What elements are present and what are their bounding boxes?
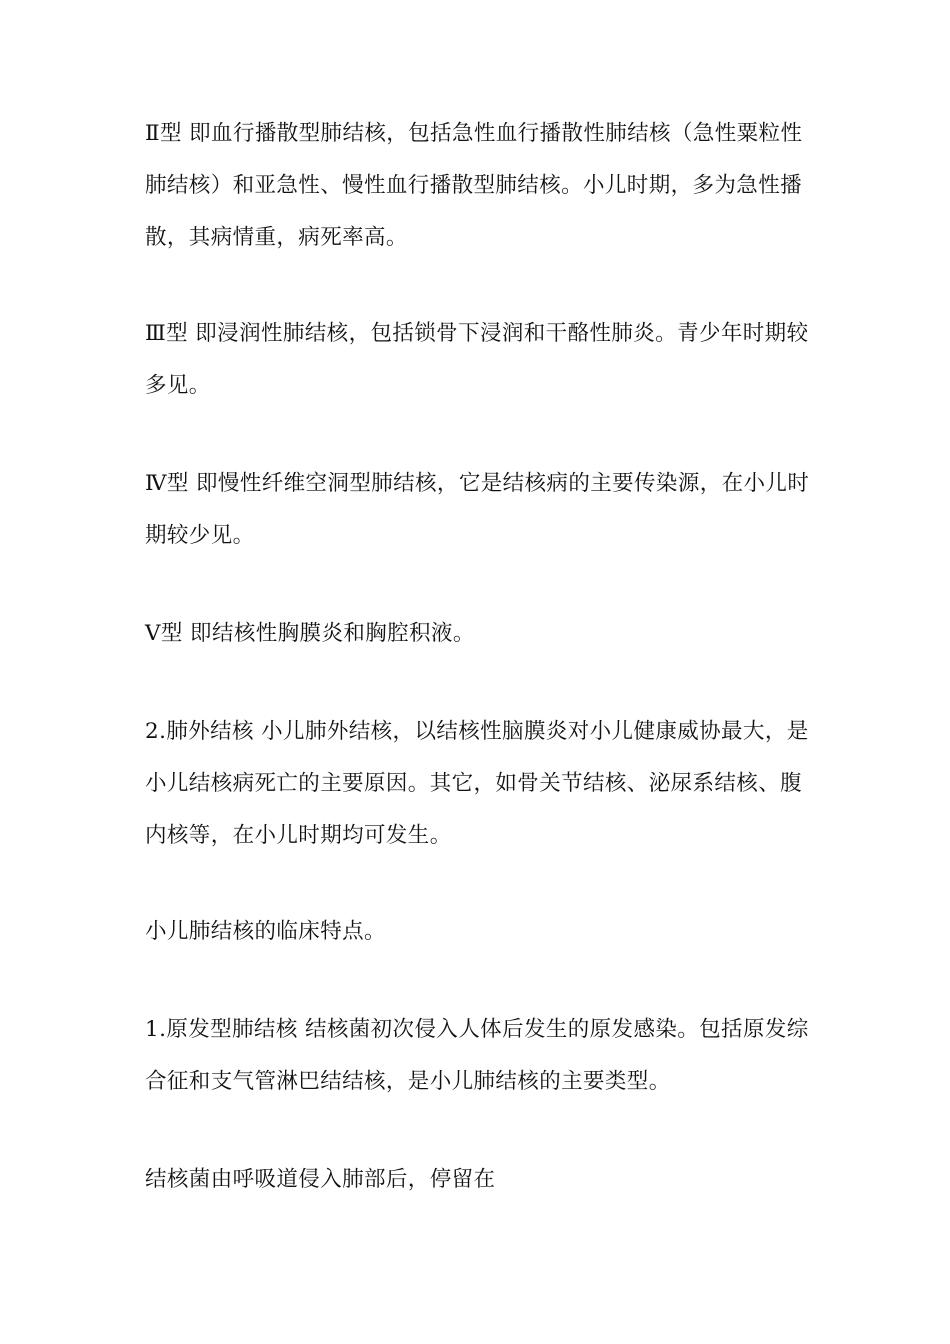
paragraph-infection-route: 结核菌由呼吸道侵入肺部后，停留在 [145,1167,496,1192]
paragraph-extrapulmonary: 2.肺外结核 小儿肺外结核，以结核性脑膜炎对小儿健康威协最大，是小儿结核病死亡的主要原因。其它，如骨关节结核、泌尿系结核、腹内核等，在小儿时期均可发生。 [145,719,809,848]
paragraph-clinical-heading: 小儿肺结核的临床特点。 [145,919,386,944]
paragraph-type-4: Ⅳ型 即慢性纤维空洞型肺结核，它是结核病的主要传染源，在小儿时期较少见。 [145,471,810,548]
paragraph-primary-type: 1.原发型肺结核 结核菌初次侵入人体后发生的原发感染。包括原发综合征和支气管淋巴结结核，是小儿肺结核的主要类型。 [145,1017,809,1094]
paragraph-type-2: Ⅱ型 即血行播散型肺结核，包括急性血行播散性肺结核（急性粟粒性肺结核）和亚急性、慢性血行播散型肺结核。小儿时期，多为急性播散，其病情重，病死率高。 [145,121,803,250]
paragraph-type-3: Ⅲ型 即浸润性肺结核，包括锁骨下浸润和干酪性肺炎。青少年时期较多见。 [145,321,809,398]
paragraph-type-5: Ⅴ型 即结核性胸膜炎和胸腔积液。 [145,621,475,646]
